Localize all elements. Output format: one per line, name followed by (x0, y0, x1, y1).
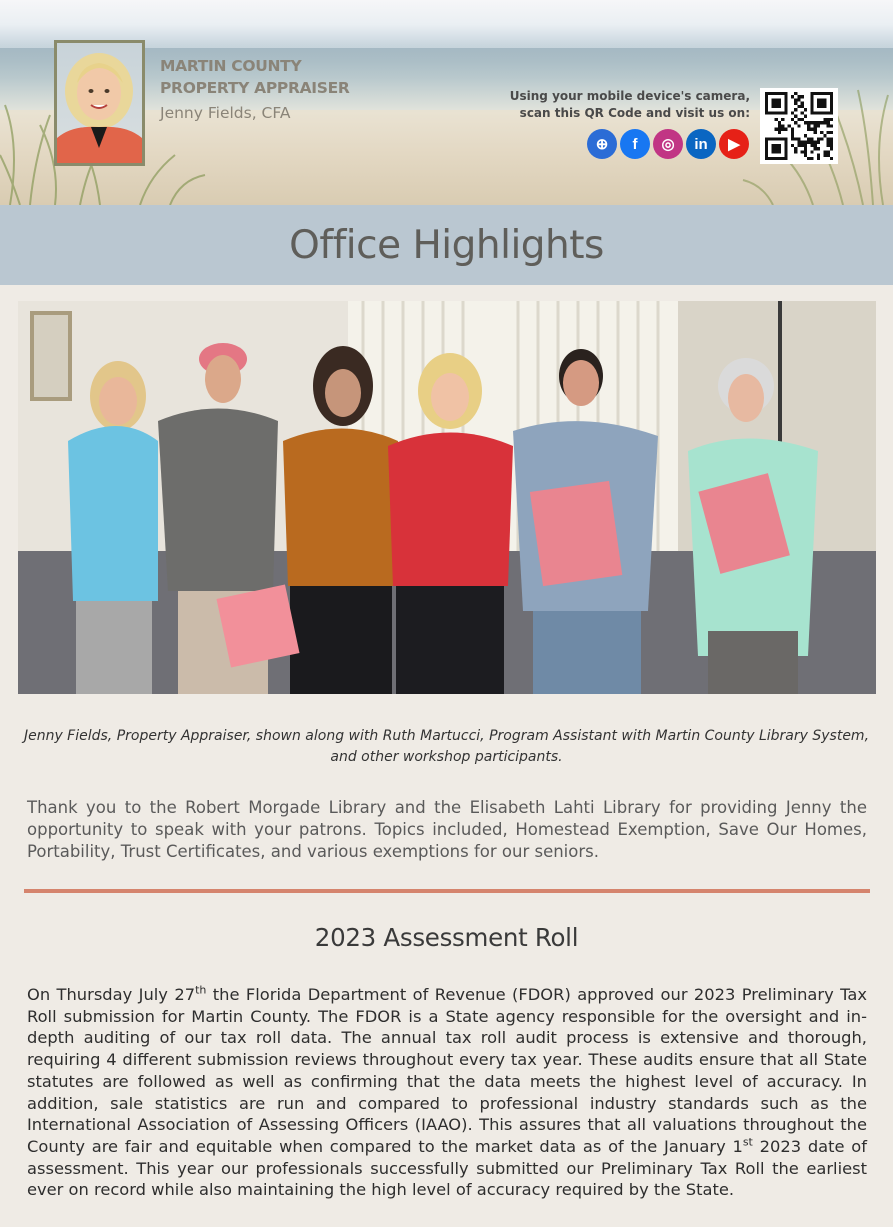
qr-instructions (470, 88, 750, 122)
paragraph-text: On Thursday July 27 (27, 985, 196, 1004)
youtube-icon[interactable]: ▶ (719, 129, 749, 159)
header-banner (0, 0, 893, 205)
thank-you-paragraph: Thank you to the Robert Morgade Library and the Elisabeth Lahti Library for providing Jenny the opportunity to speak with your patrons. Topics included, Homestead Exemption, Save Our Homes, Portability, Trust Certificates, and various exemptions for our seniors. (27, 798, 867, 861)
section-title: 2023 Assessment Roll (314, 923, 579, 952)
page-title: Office Highlights (289, 222, 604, 268)
org-name-line1: MARTIN COUNTY (160, 57, 302, 75)
photo-caption: Jenny Fields, Property Appraiser, shown along with Ruth Martucci, Program Assistant with Martin County Library System, and other workshop participants. (23, 728, 870, 765)
qr-instruction-line1: Using your mobile device's camera, (509, 89, 750, 103)
date-suffix: st (742, 1135, 753, 1149)
facebook-icon[interactable]: f (620, 129, 650, 159)
appraiser-portrait (54, 40, 145, 166)
paragraph-text: 2023 date of assessment. This year our professionals successfully submitted our Preliminary Tax Roll the earliest ever on record while also maintaining the high level of accuracy required by the State. (27, 1136, 867, 1200)
brand-block (160, 55, 350, 122)
workshop-group-photo (18, 301, 876, 694)
title-bar (0, 205, 893, 285)
globe-icon[interactable]: ⊕ (587, 129, 617, 159)
paragraph-text: the Florida Department of Revenue (FDOR) approved our 2023 Preliminary Tax Roll submission for Martin County. The FDOR is a State agency responsible for the oversight and in-depth auditing of our tax roll data. The annual tax roll audit process is extensive and thorough, requiring 4 different submission reviews throughout every tax year. These audits ensure that all State statutes are followed as well as confirming that the data meets the highest level of accuracy. In addition, sale statistics are run and compared to professional industry standards such as the International Association of Assessing Officers (IAAO). This assures that all valuations throughout the County are fair and equitable when compared to the market data as of the January 1 (27, 985, 867, 1156)
instagram-icon[interactable]: ◎ (653, 129, 683, 159)
qr-code[interactable] (760, 88, 838, 164)
assessment-roll-paragraph (27, 984, 867, 1201)
org-name-line2: PROPERTY APPRAISER (160, 79, 350, 97)
appraiser-name: Jenny Fields, CFA (160, 104, 291, 122)
qr-instruction-line2: scan this QR Code and visit us on: (519, 106, 750, 120)
social-links (587, 129, 749, 159)
linkedin-icon[interactable]: in (686, 129, 716, 159)
date-suffix: th (195, 983, 207, 997)
section-divider (24, 889, 870, 893)
